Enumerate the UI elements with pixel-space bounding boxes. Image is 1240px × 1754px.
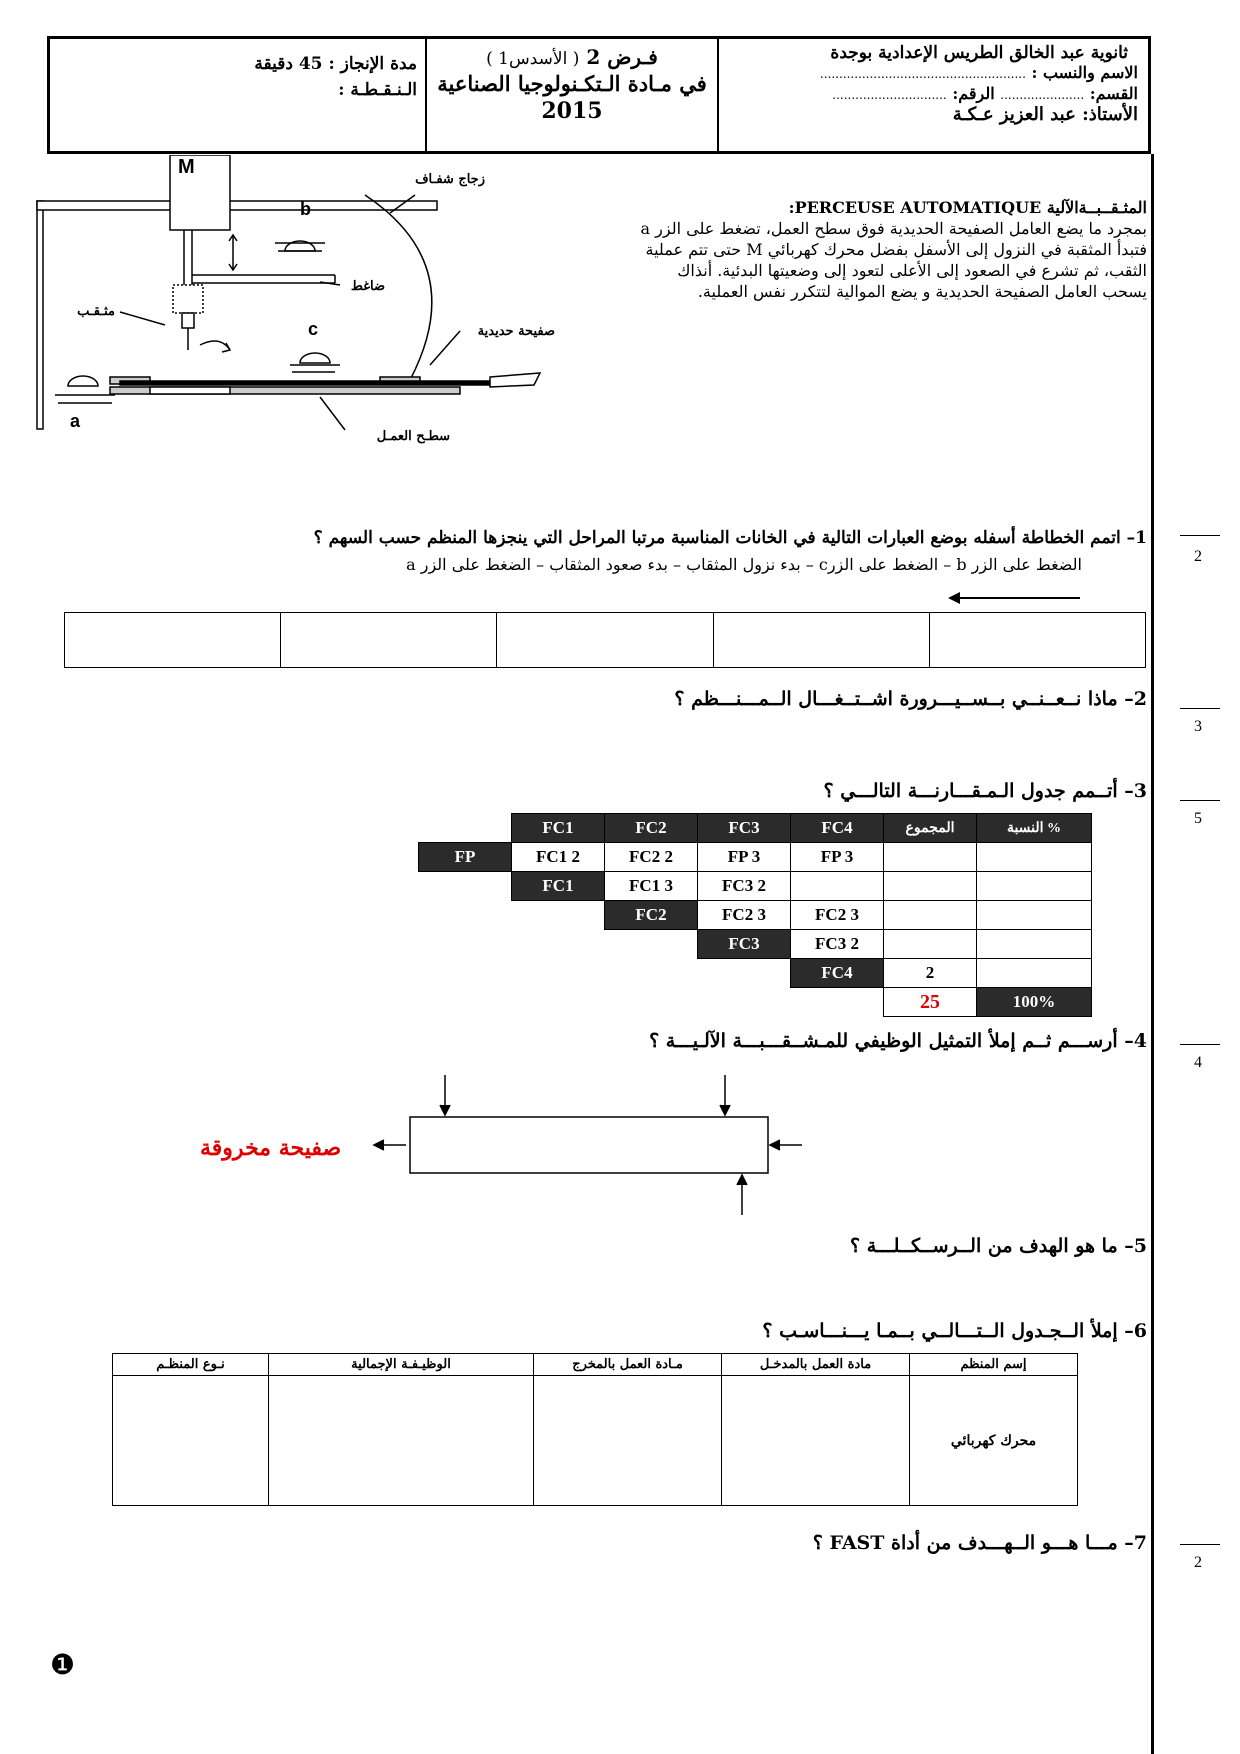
q5-text: 5– ما هو الهدف من الــرســكــلـــة ؟ <box>850 1235 1147 1257</box>
intro-line: فتبدأ المثقبة في النزول إلى الأسفل بفضل محرك كهربائي M حتى تتم عملية <box>645 240 1147 259</box>
output-label: صفيحة مخروقة <box>200 1135 342 1161</box>
q4-text: 4– أرســـم ثــم إملأ التمثيل الوظيفي للمـشــقـــبـــة الآلـيـــة ؟ <box>649 1030 1147 1052</box>
sum-cell[interactable] <box>884 930 977 959</box>
intro-line: بمجرد ما يضع العامل الصفيحة الحديدية فوق سطح العمل، تضغط على الزر a <box>640 219 1147 238</box>
table-cell[interactable] <box>269 1376 534 1506</box>
q3-text: 3– أتــمم جدول الـمـقـــارنـــة التالـــي ؟ <box>823 780 1147 802</box>
class-line: القسم: ...................... الرقم: .............................. <box>832 84 1138 103</box>
percent-cell[interactable] <box>977 901 1092 930</box>
cell: FC3 2 <box>791 930 884 959</box>
intro-line: الثقب، ثم تشرع في الصعود إلى الأعلى لتعود إلى وضعيتها البدئية. أنذاك <box>677 261 1147 280</box>
total-sum: 25 <box>884 988 977 1017</box>
intro-text <box>587 197 1147 302</box>
header-right <box>720 39 1150 151</box>
table-header: مادة العمل بالمدخـل <box>722 1354 910 1376</box>
table-cell: محرك كهربائي <box>910 1376 1078 1506</box>
q7-score: 2 <box>1194 1554 1202 1571</box>
year: 2015 <box>541 98 603 124</box>
percent-cell[interactable] <box>977 843 1092 872</box>
col-header: FC4 <box>791 814 884 843</box>
q1-sequence-table <box>64 612 1146 668</box>
table-cell[interactable] <box>722 1376 910 1506</box>
sum-cell: 2 <box>884 959 977 988</box>
table-header: إسم المنظم <box>910 1354 1078 1376</box>
col-header: FC2 <box>605 814 698 843</box>
percent-cell[interactable] <box>977 930 1092 959</box>
header-box <box>47 36 1151 154</box>
q6-text: 6– إملأ الــجـدول الــتـــالــي بــمـا يـــنـــاسـب ؟ <box>762 1320 1147 1342</box>
functional-diagram <box>370 1075 810 1225</box>
cell[interactable] <box>791 872 884 901</box>
table-cell[interactable] <box>534 1376 722 1506</box>
percent-cell[interactable] <box>977 959 1092 988</box>
surface-label: سطـح العمـل <box>376 429 450 444</box>
col-header-percent: النسبة % <box>977 814 1092 843</box>
sequence-cell[interactable] <box>497 613 713 668</box>
header-center <box>427 39 717 151</box>
q1-arrowhead <box>948 592 960 604</box>
row-label-fc4: FC4 <box>791 959 884 988</box>
percent-cell[interactable] <box>977 872 1092 901</box>
q7-text: 7– مـــا هـــو الــهـــدف من أداة FAST ؟ <box>812 1532 1147 1554</box>
duration-value: 45 دقيقة <box>254 54 323 74</box>
cell: FC1 2 <box>512 843 605 872</box>
col-header-sum: المجموع <box>884 814 977 843</box>
total-percent: 100% <box>977 988 1092 1017</box>
sum-cell[interactable] <box>884 872 977 901</box>
intro-title: المثـقــبــةالآلية PERCEUSE AUTOMATIQUE: <box>788 198 1147 217</box>
button-a-label: a <box>70 411 81 431</box>
grade-label: الـنـقـطـة : <box>338 80 417 100</box>
intro-line: يسحب العامل الصفيحة الحديدية و يضع الموالية لتتكرر نفس العملية. <box>697 282 1147 301</box>
sum-cell[interactable] <box>884 901 977 930</box>
table-header: نـوع المنظـم <box>113 1354 269 1376</box>
cell: FC3 2 <box>698 872 791 901</box>
sequence-cell[interactable] <box>929 613 1145 668</box>
q3-score: 5 <box>1194 810 1202 827</box>
cell: FC2 2 <box>605 843 698 872</box>
q2-score: 3 <box>1194 718 1202 735</box>
page-marker: ❶ <box>50 1648 76 1681</box>
table-cell[interactable] <box>113 1376 269 1506</box>
semester: ( الأسدس1 ) <box>486 49 580 69</box>
row-label-fp: FP <box>419 843 512 872</box>
q2-text: 2– ماذا نــعــنــي بــســيـــرورة اشــتــغـــال الــمـــنـــظم ؟ <box>674 688 1147 710</box>
row-label-fc2: FC2 <box>605 901 698 930</box>
row-label-fc1: FC1 <box>512 872 605 901</box>
margin-line <box>1151 154 1154 1754</box>
header-left <box>50 39 425 151</box>
button-c-label: c <box>308 319 319 339</box>
glass-label: زجاج شفـاف <box>415 172 485 187</box>
sequence-cell[interactable] <box>281 613 497 668</box>
drill-label: مثـقـب <box>77 304 115 319</box>
teacher-name: الأستاذ: عبد العزيز عـكـة <box>952 104 1138 125</box>
school-name: ثانوية عبد الخالق الطريس الإعدادية بوجدة <box>830 43 1128 63</box>
col-header: FC1 <box>512 814 605 843</box>
q1-arrow <box>950 597 1080 599</box>
motor-label: M <box>178 156 195 178</box>
comparison-table <box>418 813 1092 1017</box>
sheet-label: صفيحة حديدية <box>477 324 555 339</box>
col-header: FC3 <box>698 814 791 843</box>
sum-cell[interactable] <box>884 843 977 872</box>
machine-figure <box>30 155 630 490</box>
table-header: الوظيـفـة الإجمالية <box>269 1354 534 1376</box>
q1-score: 2 <box>1194 548 1202 565</box>
sequence-cell[interactable] <box>65 613 281 668</box>
row-label-fc3: FC3 <box>698 930 791 959</box>
q1-options: الضغط على الزر b – الضغط على الزرc – بدء نزول المثقاب – بدء صعود المثقاب – الضغط على الزر a <box>406 555 1082 574</box>
cell: FC2 3 <box>698 901 791 930</box>
cell: FC2 3 <box>791 901 884 930</box>
q4-score: 4 <box>1194 1054 1202 1071</box>
name-line: الاسم والنسب : ...................................................... <box>819 63 1138 82</box>
regulator-table <box>112 1353 1078 1506</box>
duration-label: مدة الإنجاز : <box>328 54 417 74</box>
button-b-label: b <box>300 199 311 219</box>
q1-text: 1– اتمم الخطاطة أسفله بوضع العبارات التالية في الخانات المناسبة مرتبا المراحل التي ينجزها المنظم حسب السهم ؟ <box>313 528 1147 548</box>
clamp-label: ضاغط <box>350 279 385 294</box>
cell: FC1 3 <box>605 872 698 901</box>
subject: في مـادة الـتكـنولوجيا الصناعية <box>437 71 707 96</box>
table-header: مـادة العمل بالمخرج <box>534 1354 722 1376</box>
exam-title: فـرض 2 <box>586 45 658 69</box>
cell: FP 3 <box>698 843 791 872</box>
sequence-cell[interactable] <box>713 613 929 668</box>
cell: FP 3 <box>791 843 884 872</box>
